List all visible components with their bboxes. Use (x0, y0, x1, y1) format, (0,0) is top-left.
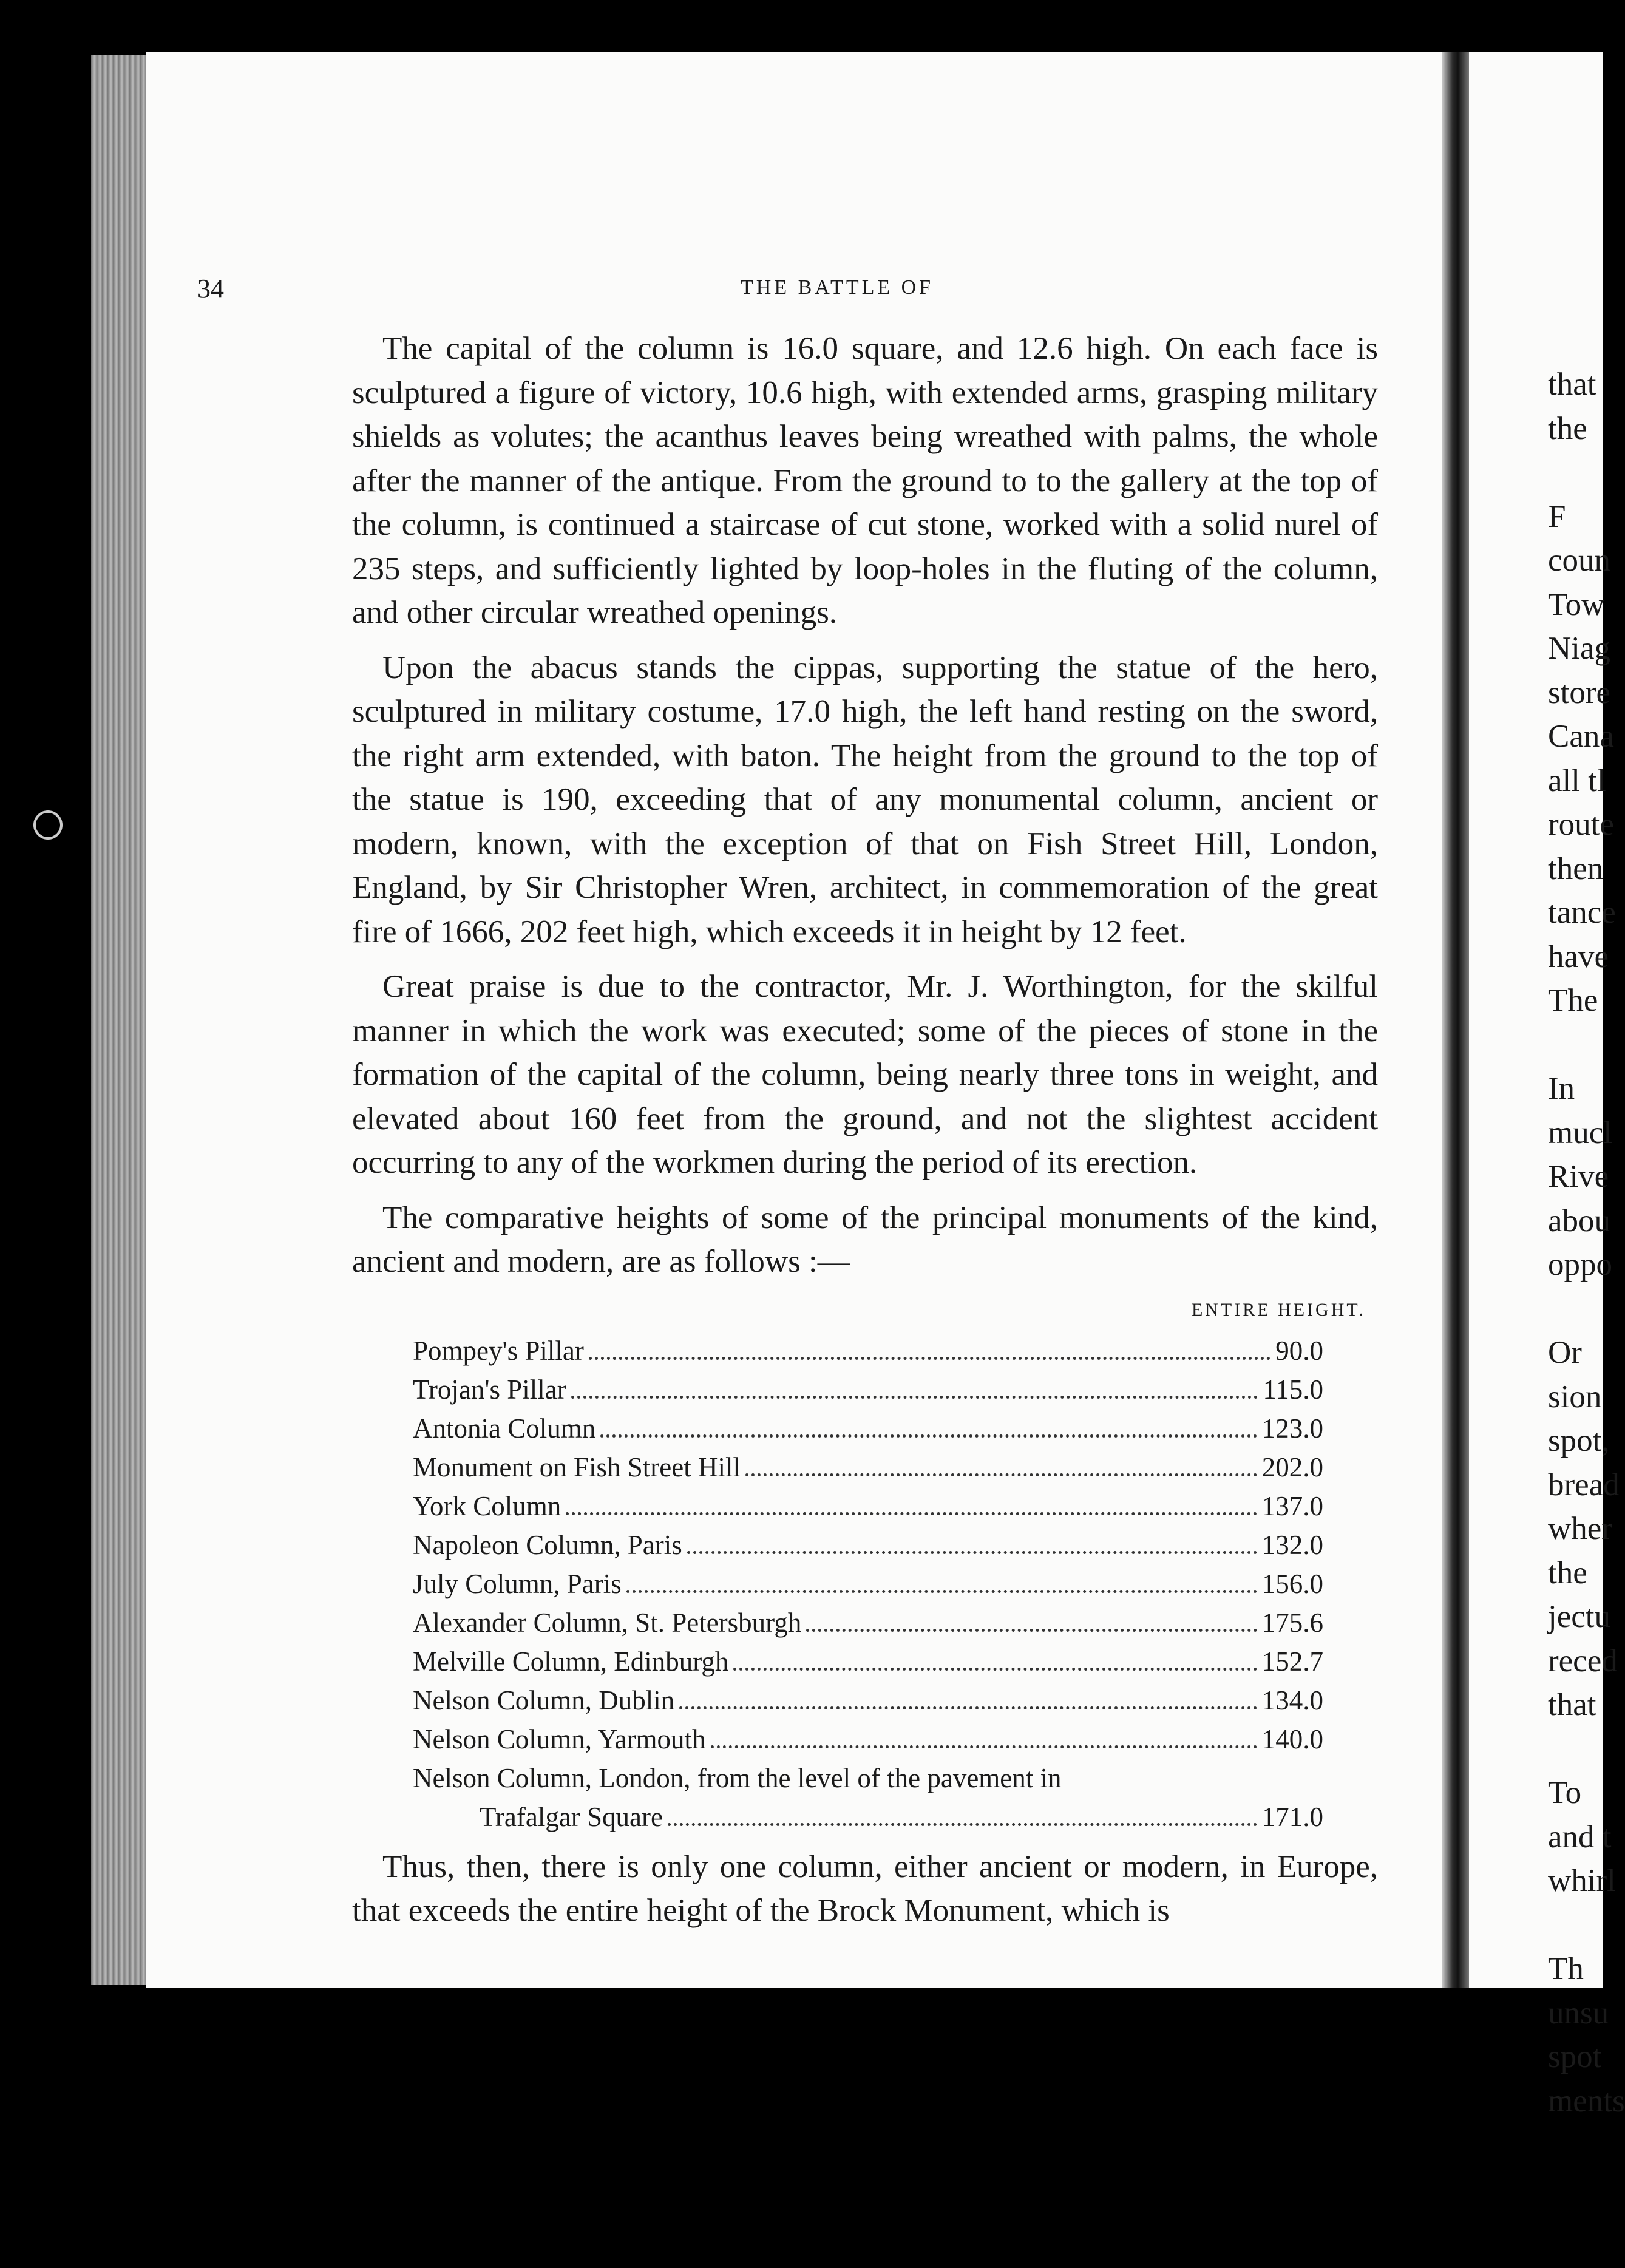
monument-name: Nelson Column, Yarmouth (413, 1723, 706, 1754)
table-row (413, 1759, 1323, 1798)
monument-height: 202.0 (1261, 1451, 1323, 1482)
monument-height: 123.0 (1261, 1413, 1323, 1444)
monument-height: 115.0 (1263, 1374, 1323, 1405)
leader-dots (711, 1745, 1257, 1748)
table-row (413, 1370, 1323, 1409)
paragraph: Upon the abacus stands the cippas, supporting the statue of the hero, sculptured in military costume, 17.0 high, the left hand resting on the sword, the right arm extended, with baton. The height from the ground to the top of the statue is 190, exceeding that of any monumental column, ancient or modern, known, with the exception of that on Fish Street Hill, London, England, by Sir Christopher Wren, architect, in commemoration of the great fire of 1666, 202 feet high, which exceeds it in height by 12 feet. (352, 650, 1378, 949)
paragraph: Great praise is due to the contractor, Mr. J. Worthington, for the skilful manner in which the work was executed; some of the pieces of stone in the formation of the capital of the column, being nearly three tons in weight, and elevated about 160 feet from the ground, and not the slightest accident occurring to any of the workmen during the period of its erection. (352, 969, 1378, 1180)
leader-dots (566, 1512, 1257, 1515)
monument-name: Monument on Fish Street Hill (413, 1451, 741, 1482)
leader-dots (626, 1590, 1257, 1593)
leader-dots (600, 1434, 1257, 1438)
monument-height: 140.0 (1261, 1723, 1323, 1754)
monument-name: Nelson Column, London, from the level of the pavement in (413, 1762, 1062, 1793)
monument-height: 156.0 (1261, 1568, 1323, 1599)
monument-height: 90.0 (1275, 1335, 1323, 1366)
facing-page (1469, 52, 1625, 2119)
monument-name: Napoleon Column, Paris (413, 1529, 682, 1560)
table-row (413, 1603, 1323, 1642)
body-text (352, 327, 1378, 1944)
monument-height: 134.0 (1261, 1685, 1323, 1716)
table-row (413, 1409, 1323, 1448)
table-row (413, 1331, 1323, 1370)
page-number: 34 (197, 274, 224, 304)
leader-dots (806, 1629, 1257, 1632)
table-row (413, 1798, 1323, 1836)
leader-dots (668, 1823, 1257, 1826)
table-header: ENTIRE HEIGHT. (1191, 1299, 1366, 1320)
monument-height: 171.0 (1261, 1801, 1323, 1832)
table-row (413, 1564, 1323, 1603)
table-row (413, 1487, 1323, 1526)
table-row (413, 1526, 1323, 1564)
monument-name: Nelson Column, Dublin (413, 1685, 675, 1716)
monument-name: Trafalgar Square (480, 1801, 663, 1832)
facing-page-text: that the F coun Tow Niag store Cana all tl route then tance have The In mucl Rive abou oppo Or sion spot, bread wher the jectu reced that To and t whirl Th unsu spot ments (1548, 367, 1625, 2119)
monument-name: Pompey's Pillar (413, 1335, 584, 1366)
table-row (413, 1642, 1323, 1681)
monument-height: 132.0 (1261, 1529, 1323, 1560)
book-gutter (1442, 52, 1469, 1988)
monument-name: York Column (413, 1490, 561, 1521)
leader-dots (687, 1551, 1257, 1554)
monument-name: Antonia Column (413, 1413, 596, 1444)
monument-name: Melville Column, Edinburgh (413, 1646, 729, 1677)
monument-table (413, 1331, 1323, 1836)
table-row (413, 1681, 1323, 1720)
monument-name: Trojan's Pillar (413, 1374, 566, 1405)
leader-dots (733, 1668, 1257, 1671)
margin-mark (33, 810, 63, 840)
closing-paragraph: Thus, then, there is only one column, either ancient or modern, in Europe, that exceeds the entire height of the Brock Monument, which is (352, 1849, 1378, 1928)
monument-name: Alexander Column, St. Petersburgh (413, 1607, 802, 1638)
paragraph: The capital of the column is 16.0 square, and 12.6 high. On each face is sculptured a figure of victory, 10.6 high, with extended arms, grasping military shields as volutes; the acanthus leaves being wreathed with palms, the whole after the manner of the antique. From the ground to to the gallery at the top of the column, is continued a staircase of cut stone, worked with a solid nurel of 235 steps, and sufficiently lighted by loop-holes in the fluting of the column, and other circular wreathed openings. (352, 331, 1378, 630)
leader-dots (679, 1706, 1257, 1709)
table-row (413, 1448, 1323, 1487)
leader-dots (589, 1357, 1270, 1360)
running-head-title: THE BATTLE OF (741, 276, 934, 299)
table-row (413, 1720, 1323, 1759)
monument-name: July Column, Paris (413, 1568, 622, 1599)
monument-height: 137.0 (1261, 1490, 1323, 1521)
leader-dots (571, 1396, 1258, 1399)
monument-height: 152.7 (1261, 1646, 1323, 1677)
paragraph: The comparative heights of some of the principal monuments of the kind, ancient and modern, are as follows :— (352, 1200, 1378, 1279)
leader-dots (745, 1473, 1257, 1476)
monument-height: 175.6 (1261, 1607, 1323, 1638)
